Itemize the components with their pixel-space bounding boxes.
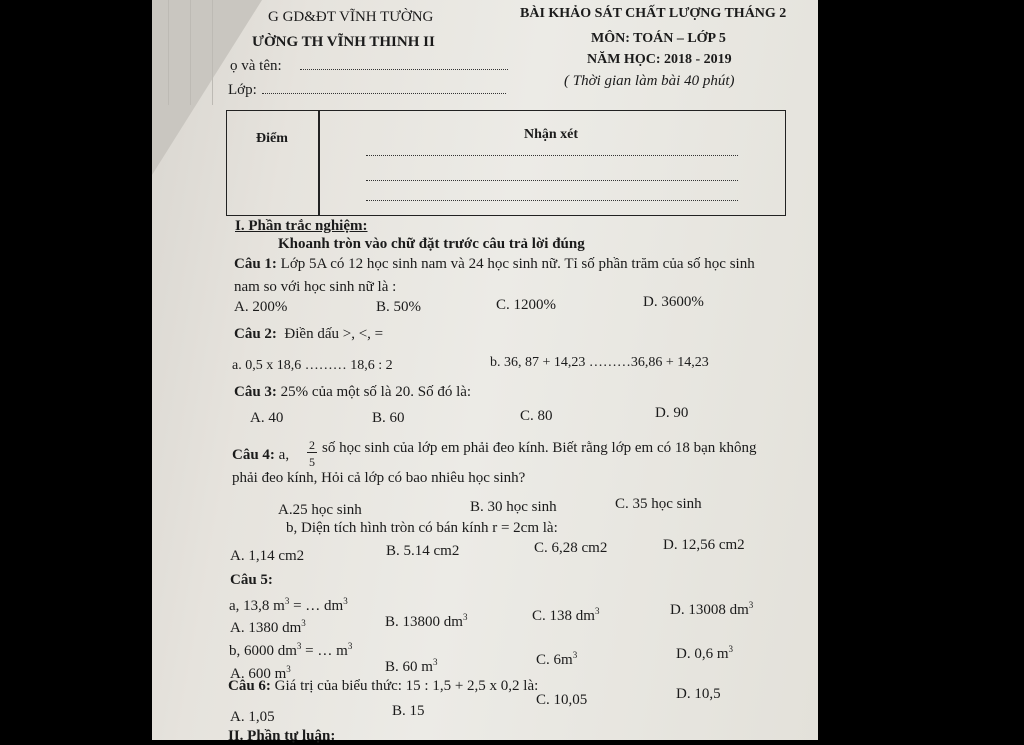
- exam-subject: MÔN: TOÁN – LỚP 5: [591, 31, 726, 46]
- q2-part-a: a. 0,5 x 18,6 ……… 18,6 : 2: [232, 358, 393, 373]
- q5a-option-a[interactable]: A. 1380 $dm^3$: [230, 618, 306, 636]
- comment-line[interactable]: [366, 155, 738, 156]
- exam-title: BÀI KHẢO SÁT CHẤT LƯỢNG THÁNG 2: [520, 6, 787, 21]
- q4b-option-b[interactable]: B. 5.14 cm2: [386, 543, 460, 559]
- q1-option-b[interactable]: B. 50%: [376, 299, 421, 315]
- class-label: Lớp:: [228, 82, 257, 98]
- q2-line: Câu 2: Điền dấu >, <, =: [234, 326, 384, 342]
- q5a-option-d[interactable]: D. 13008 $dm^3$: [670, 600, 754, 618]
- q5-part-a: a, 13,8 $m^3$ = … $dm^3$: [229, 596, 348, 614]
- q5b-option-b[interactable]: B. 60 $m^3$: [385, 657, 438, 675]
- q4-option-c[interactable]: C. 35 học sinh: [615, 496, 702, 512]
- section2-title: II. Phần tự luận:: [228, 728, 336, 744]
- q4b-option-c[interactable]: C. 6,28 cm2: [534, 540, 608, 556]
- comment-line[interactable]: [366, 180, 738, 181]
- q5-label: Câu 5:: [230, 572, 273, 588]
- margin-line: [212, 0, 213, 105]
- q3-option-d[interactable]: D. 90: [655, 405, 689, 421]
- q3-option-c[interactable]: C. 80: [520, 408, 553, 424]
- q2-part-b: b. 36, 87 + 14,23 ………36,86 + 14,23: [490, 355, 709, 370]
- q1-option-c[interactable]: C. 1200%: [496, 297, 556, 313]
- score-table-divider: [318, 110, 320, 216]
- score-label: Điểm: [256, 131, 288, 146]
- q4-option-b[interactable]: B. 30 học sinh: [470, 499, 557, 515]
- q4-intro: Câu 4: a,: [232, 447, 290, 463]
- q4-fraction-bar: [307, 452, 317, 453]
- q6-option-a[interactable]: A. 1,05: [230, 709, 275, 725]
- comment-label: Nhận xét: [524, 127, 579, 142]
- header-school: ƯỜNG TH VĨNH THINH II: [252, 34, 435, 50]
- q4-fraction-denominator: 5: [309, 455, 315, 469]
- q4-part-b: b, Diện tích hình tròn có bán kính r = 2cm là:: [286, 520, 558, 536]
- margin-line: [168, 0, 169, 105]
- q5-part-b: b, 6000 $dm^3$ = … $m^3$: [229, 641, 353, 659]
- header-dept: G GD&ĐT VĨNH TƯỜNG: [268, 9, 434, 25]
- q4-fraction-numerator: 2: [309, 438, 315, 452]
- name-field[interactable]: [300, 68, 508, 70]
- q5b-option-d[interactable]: D. 0,6 $m^3$: [676, 644, 733, 662]
- q6-option-d[interactable]: D. 10,5: [676, 686, 721, 702]
- q1-option-a[interactable]: A. 200%: [234, 299, 288, 315]
- q5b-option-a[interactable]: A. 600 $m^3$: [230, 664, 291, 682]
- q6-line: Câu 6: Giá trị của biểu thức: 15 : 1,5 + 2,5 x 0,2 là:: [228, 678, 539, 694]
- margin-line: [190, 0, 191, 105]
- q1-option-d[interactable]: D. 3600%: [643, 294, 704, 310]
- q4-line1: số học sinh của lớp em phải đeo kính. Biết rằng lớp em có 18 bạn không: [322, 440, 757, 456]
- q3-option-a[interactable]: A. 40: [250, 410, 284, 426]
- q4-line2: phải đeo kính, Hỏi cả lớp có bao nhiêu học sinh?: [232, 470, 526, 486]
- q4b-option-a[interactable]: A. 1,14 cm2: [230, 548, 305, 564]
- q1-line2: nam so với học sinh nữ là :: [234, 279, 397, 295]
- exam-time: ( Thời gian làm bài 40 phút): [564, 73, 735, 89]
- name-label: ọ và tên:: [230, 58, 282, 74]
- q1-line1: Câu 1: Lớp 5A có 12 học sinh nam và 24 học sinh nữ. Tỉ số phần trăm của số học sinh: [234, 256, 755, 272]
- q6-option-c[interactable]: C. 10,05: [536, 692, 588, 708]
- section1-instruction: Khoanh tròn vào chữ đặt trước câu trả lời đúng: [278, 236, 585, 252]
- q5a-option-c[interactable]: C. 138 $dm^3$: [532, 606, 600, 624]
- q5a-option-b[interactable]: B. 13800 $dm^3$: [385, 612, 468, 630]
- q5b-option-c[interactable]: C. $6m^3$: [536, 650, 578, 668]
- class-field[interactable]: [262, 92, 506, 94]
- comment-line[interactable]: [366, 200, 738, 201]
- q3-option-b[interactable]: B. 60: [372, 410, 405, 426]
- section1-title: I. Phần trắc nghiệm:: [235, 218, 368, 234]
- q4-option-a[interactable]: A.25 học sinh: [278, 502, 362, 518]
- q4b-option-d[interactable]: D. 12,56 cm2: [663, 537, 745, 553]
- school-year: NĂM HỌC: 2018 - 2019: [587, 52, 732, 67]
- q3-line: Câu 3: 25% của một số là 20. Số đó là:: [234, 384, 472, 400]
- q6-option-b[interactable]: B. 15: [392, 703, 425, 719]
